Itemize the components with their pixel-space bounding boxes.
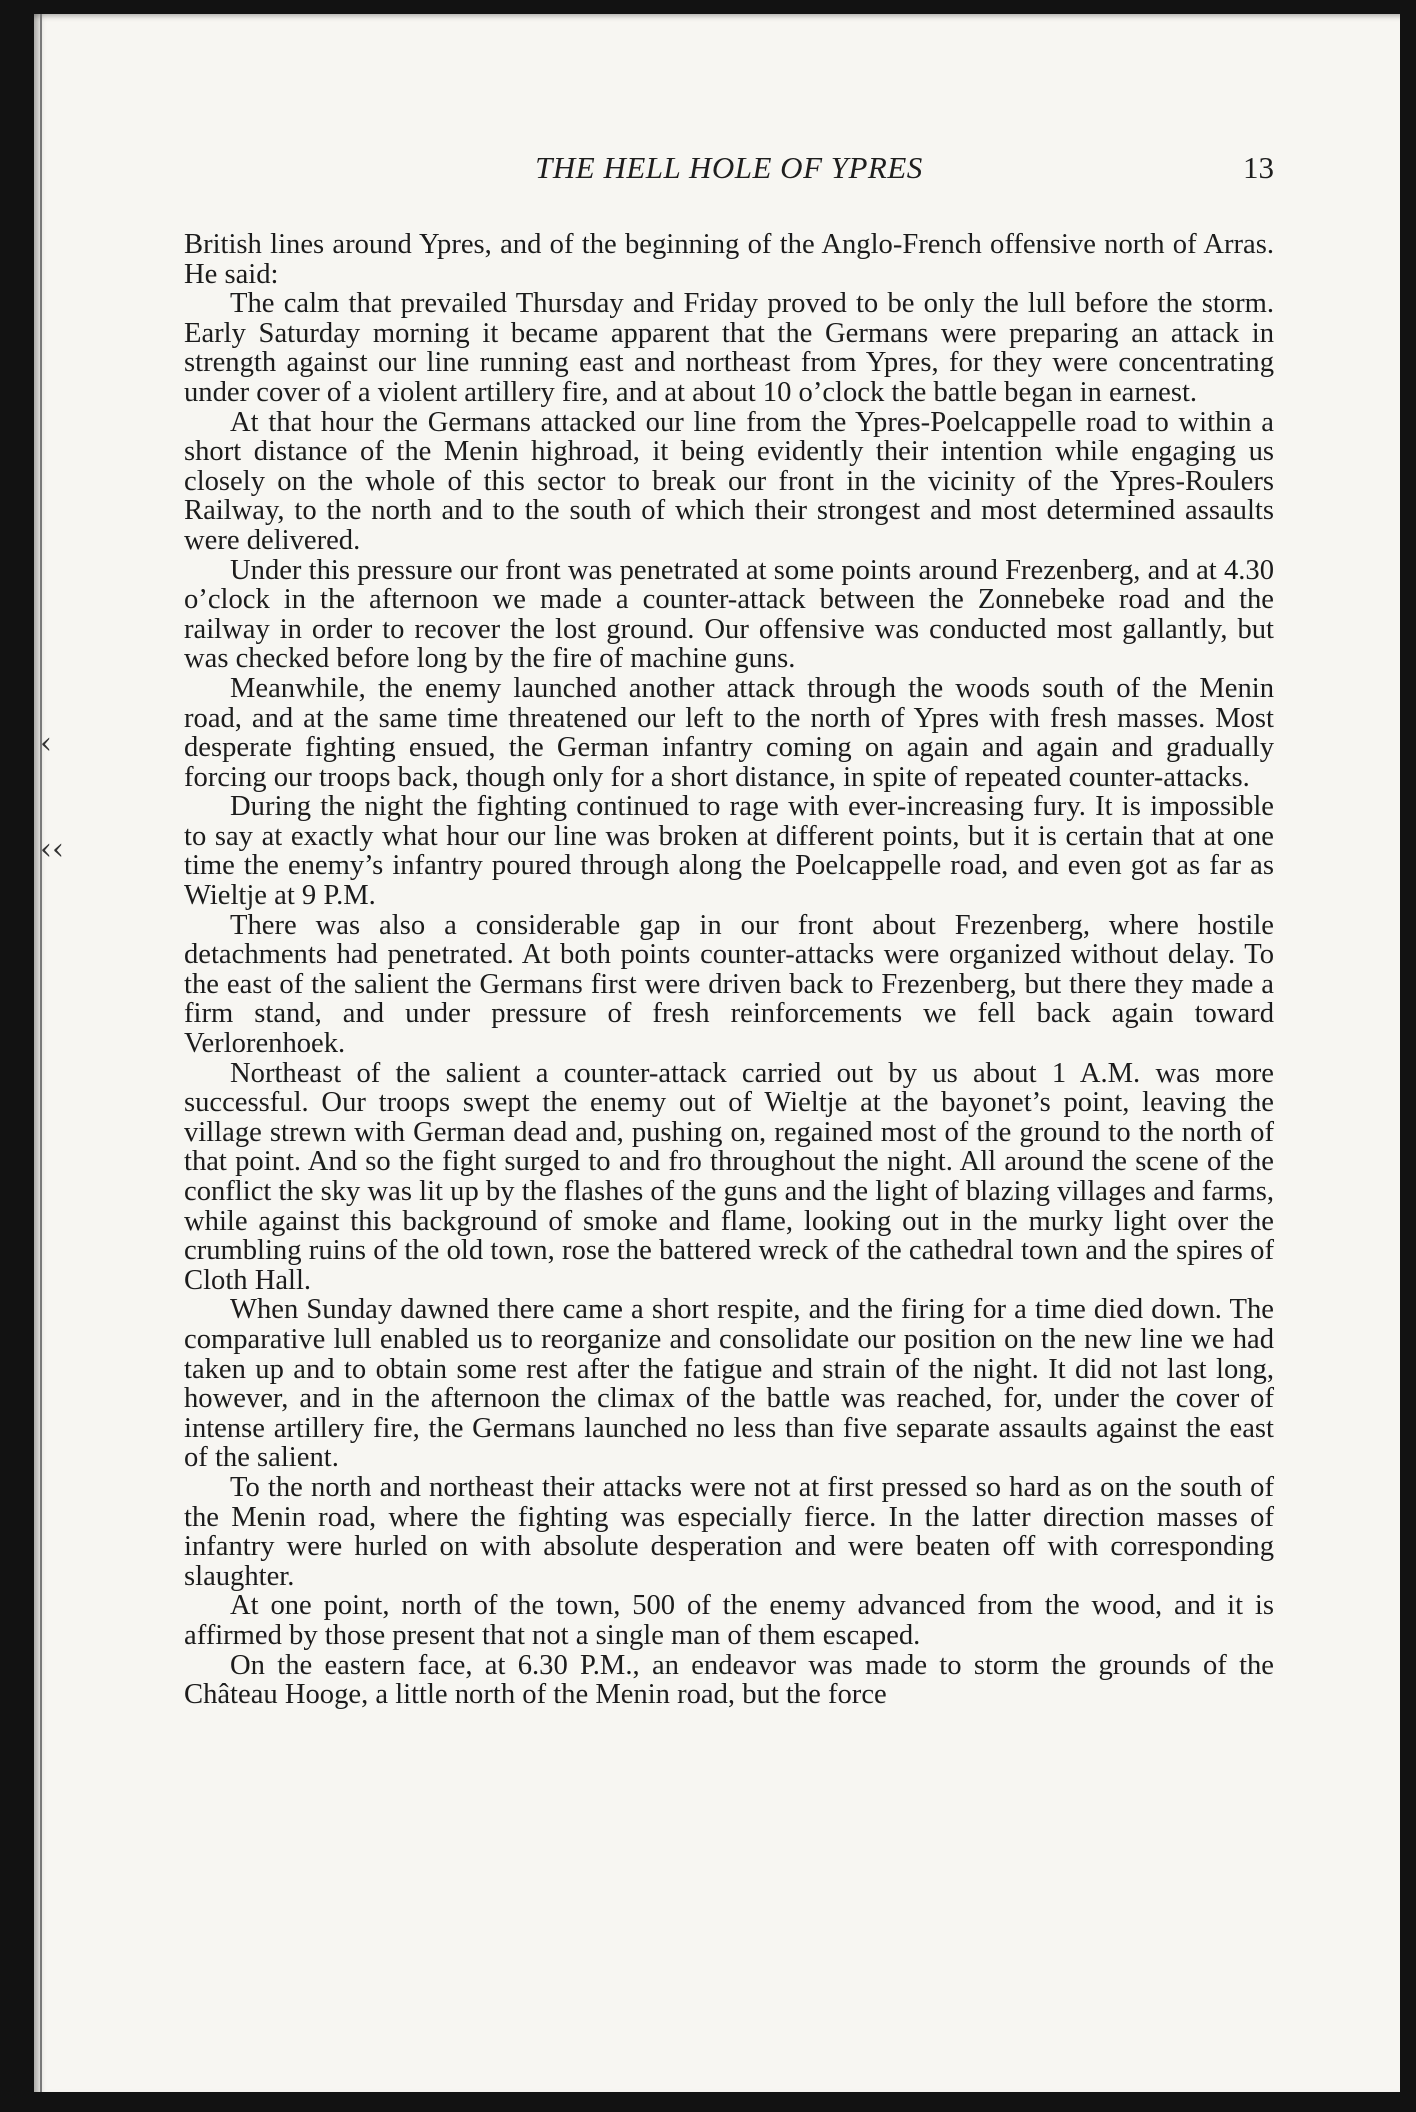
paragraph: Northeast of the salient a counter-attack carried out by us about 1 A.M. was more successful. Our troops swept the enemy out of Wieltje at the bayonet’s point, leaving the village strewn with German dead and, pushing on, regained most of the ground to the north of that point. And so the fight surged to and fro throughout the night. All around the scene of the conflict the sky was lit up by the flashes of the guns and the light of blazing villages and farms, while against this background of smoke and flame, looking out in the murky light over the crumbling ruins of the old town, rose the battered wreck of the cathedral town and the spires of Cloth Hall. <box>184 1057 1274 1296</box>
margin-mark: ‹‹ <box>40 832 64 867</box>
gutter-edge <box>40 14 42 2092</box>
paragraph: There was also a considerable gap in our front about Frezenberg, where hostile detachments had penetrated. At both points counter-attacks were organized without delay. To the east of the salient the Germans first were driven back to Frezenberg, but there they made a firm stand, and under pressure of fresh reinforcements we fell back again toward Verlorenhoek. <box>184 909 1274 1060</box>
paragraph: Meanwhile, the enemy launched another attack through the woods south of the Menin road, and at the same time threatened our left to the north of Ypres with fresh masses. Most desperate fighting ensued, the German infantry coming on again and again and gradually forcing our troops back, though only for a short distance, in spite of repeated counter-attacks. <box>184 672 1274 793</box>
running-head <box>184 150 1274 194</box>
margin-mark: ‹ <box>40 726 52 761</box>
paragraph: When Sunday dawned there came a short respite, and the firing for a time died down. The comparative lull enabled us to reorganize and consolidate our position on the new line we had taken up and to obtain some rest after the fatigue and strain of the night. It did not last long, however, and in the afternoon the climax of the battle was reached, for, under the cover of intense artillery fire, the Germans launched no less than five separate assaults against the east of the salient. <box>184 1294 1274 1474</box>
paragraph: Under this pressure our front was penetrated at some points around Frezenberg, and at 4.30 o’clock in the afternoon we made a counter-attack between the Zonnebeke road and the railway in order to recover the lost ground. Our offensive was conducted most gallantly, but was checked before long by the fire of machine guns. <box>184 554 1274 675</box>
running-title: THE HELL HOLE OF YPRES <box>535 150 923 185</box>
paragraph: On the eastern face, at 6.30 P.M., an endeavor was made to storm the grounds of the Château Hooge, a little north of the Menin road, but the force <box>184 1649 1274 1711</box>
paragraph: At that hour the Germans attacked our line from the Ypres-Poelcappelle road to within a short distance of the Menin highroad, it being evidently their intention while engaging us closely on the whole of this sector to break our front in the vicinity of the Ypres-Roulers Railway, to the north and to the south of which their strongest and most determined assaults were delivered. <box>184 406 1274 556</box>
paragraph: British lines around Ypres, and of the beginning of the Anglo-French offensive north of Arras. He said: <box>184 229 1274 290</box>
paragraph: At one point, north of the town, 500 of the enemy advanced from the wood, and it is affirmed by those present that not a single man of them escaped. <box>184 1590 1274 1651</box>
body-text <box>184 230 1274 1710</box>
page-number: 13 <box>1243 150 1274 185</box>
paragraph: During the night the fighting continued to rage with ever-increasing fury. It is impossible to say at exactly what hour our line was broken at different points, but it is certain that at one time the enemy’s infantry poured through along the Poelcappelle road, and even got as far as Wieltje at 9 P.M. <box>184 791 1274 912</box>
paragraph: To the north and northeast their attacks were not at first pressed so hard as on the south of the Menin road, where the fighting was especially fierce. In the latter direction masses of infantry were hurled on with absolute desperation and were beaten off with corresponding slaughter. <box>184 1471 1274 1592</box>
paragraph: The calm that prevailed Thursday and Friday proved to be only the lull before the storm. Early Saturday morning it became apparent that the Germans were preparing an attack in strength against our line running east and northeast from Ypres, for they were concentrating under cover of a violent artillery fire, and at about 10 o’clock the battle began in earnest. <box>184 288 1274 408</box>
book-page <box>34 14 1400 2092</box>
